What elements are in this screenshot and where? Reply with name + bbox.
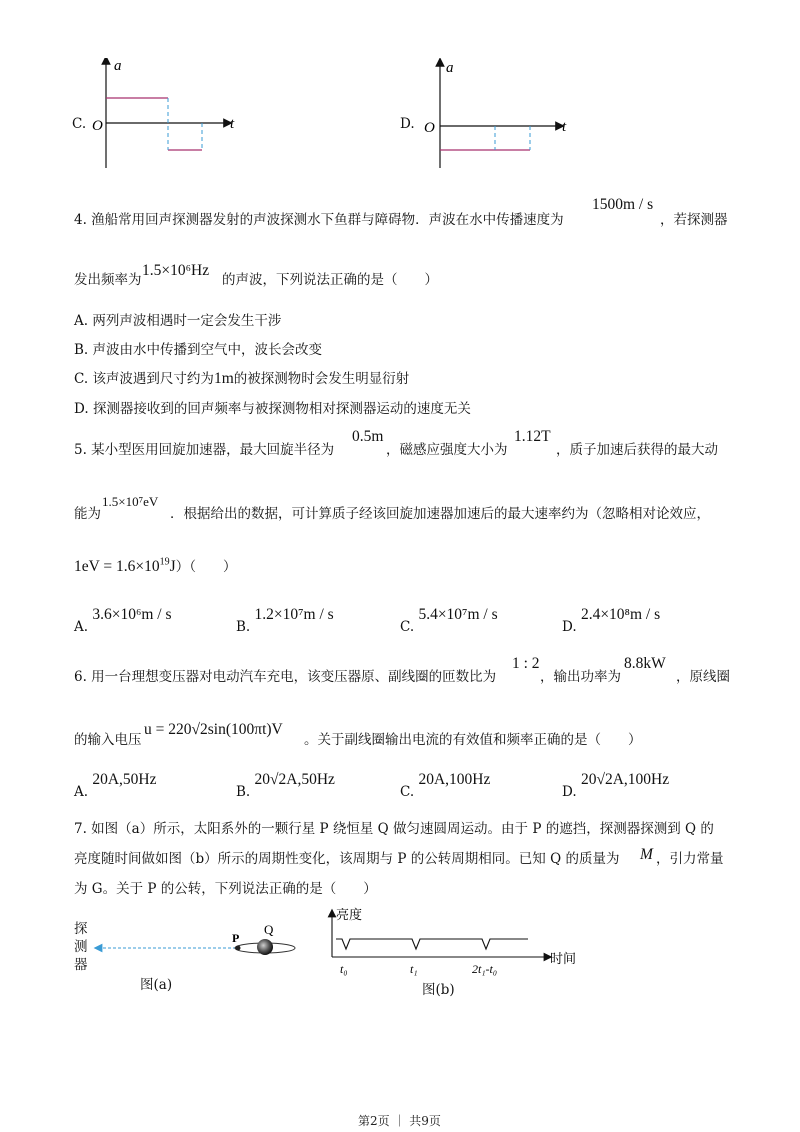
- q6-voltage: u = 220√2sin(100πt)V: [144, 721, 283, 738]
- q4-option-c[interactable]: C. 该声波遇到尺寸约为1m的被探测物时会发生明显衍射: [74, 370, 410, 387]
- q4-line2: 发出频率为: [74, 272, 142, 288]
- q6-line1-end: ，原线圈: [676, 669, 730, 685]
- svg-text:时间: 时间: [550, 951, 577, 966]
- q5-line2-post: ．根据给出的数据，可计算质子经该回旋加速器加速后的最大速率约为（忽略相对论效应，: [170, 506, 710, 522]
- planet-p: [236, 946, 241, 951]
- option-c-axes: [70, 58, 290, 173]
- q6-line2-post: 。关于副线圈输出电流的有效值和频率正确的是（ ）: [304, 732, 642, 748]
- q4-option-b[interactable]: B. 声波由水中传播到空气中，波长会改变: [74, 342, 323, 358]
- q6-option-d[interactable]: D. 20√2A,100Hz: [562, 771, 670, 800]
- q5-option-a[interactable]: A. 3.6×10⁶m / s: [74, 606, 172, 635]
- brightness-curve: [336, 939, 528, 949]
- q4-freq: 1.5×10⁶Hz: [142, 262, 210, 279]
- page-footer: 第2页 ｜ 共9页: [358, 1114, 441, 1128]
- option-d-label: D.: [400, 116, 415, 132]
- axis-y-label: a: [446, 60, 454, 76]
- svg-text:P: P: [232, 931, 240, 945]
- q5-option-b[interactable]: B. 1.2×10⁷m / s: [236, 606, 334, 635]
- q7-line2-post: ，引力常量: [656, 851, 724, 867]
- option-d-graph: [398, 58, 618, 173]
- figure-a: [60, 910, 310, 1000]
- q6-option-c[interactable]: C. 20A,100Hz: [400, 771, 491, 800]
- q6-line1: 6. 用一台理想变压器对电动汽车充电，该变压器原、副线圈的匝数比为: [74, 669, 497, 685]
- q4-line1-end: ，若探测器: [660, 212, 728, 228]
- star-q: [257, 939, 273, 955]
- q5-line3: $1eV = 1.6\times 10^{19}J$）（ ）: [74, 556, 237, 575]
- q6-option-a[interactable]: A. 20A,50Hz: [74, 771, 157, 800]
- origin-label: O: [424, 120, 435, 136]
- q5-option-c[interactable]: C. 5.4×10⁷m / s: [400, 606, 498, 635]
- q5-energy: 1.5×10⁷eV: [102, 494, 159, 509]
- detector-label: 探 测 器: [74, 921, 88, 973]
- option-c-label: C.: [72, 116, 87, 132]
- figure-b: [322, 905, 592, 1000]
- figure-b-drawing: [322, 905, 592, 1000]
- q5-line1-mid: ，磁感应强度大小为: [386, 442, 508, 458]
- q4-speed: 1500m / s: [592, 196, 654, 213]
- q6-line1-mid: ，输出功率为: [540, 669, 621, 685]
- q7-line3: 为 G。关于 P 的公转，下列说法正确的是（ ）: [74, 881, 377, 897]
- svg-text:t₀: t₀: [340, 962, 348, 976]
- svg-text:亮度: 亮度: [336, 907, 363, 922]
- axis-x-label: t: [230, 116, 235, 132]
- q5-line1: 5. 某小型医用回旋加速器，最大回旋半径为: [74, 442, 335, 458]
- q4-line2-post: 的声波，下列说法正确的是（ ）: [222, 272, 438, 288]
- option-d-axes: [398, 58, 618, 173]
- q5-line2-pre: 能为: [74, 506, 101, 522]
- figure-a-drawing: [60, 910, 310, 1000]
- axis-y-label: a: [114, 58, 122, 74]
- q5-radius: 0.5m: [352, 428, 384, 445]
- q7-mass: M: [640, 846, 653, 863]
- q7-line1: 7. 如图（a）所示，太阳系外的一颗行星 P 绕恒星 Q 做匀速圆周运动。由于 P 的遮挡，探测器探测到 Q 的: [74, 821, 714, 837]
- origin-label: O: [92, 118, 103, 134]
- svg-text:2t₁-t₀: 2t₁-t₀: [472, 962, 498, 976]
- q7-line2-pre: 亮度随时间做如图（b）所示的周期性变化，该周期与 P 的公转周期相同。已知 Q 的质量为: [74, 851, 620, 867]
- q6-option-b[interactable]: B. 20√2A,50Hz: [236, 771, 335, 800]
- axis-x-label: t: [562, 119, 567, 135]
- q4-option-a[interactable]: A. 两列声波相遇时一定会发生干涉: [74, 313, 282, 329]
- q6-power: 8.8kW: [624, 655, 666, 672]
- figure-a-caption: 图(a): [140, 977, 173, 993]
- q4-option-d[interactable]: D. 探测器接收到的回声频率与被探测物相对探测器运动的速度无关: [74, 401, 471, 417]
- q6-ratio: 1 : 2: [512, 655, 540, 672]
- q5-field: 1.12T: [514, 428, 551, 445]
- q4-line1: 4. 渔船常用回声探测器发射的声波探测水下鱼群与障碍物．声波在水中传播速度为: [74, 212, 564, 228]
- figure-b-caption: 图(b): [422, 982, 455, 998]
- svg-text:t₁: t₁: [410, 962, 418, 976]
- q6-line2-pre: 的输入电压: [74, 732, 142, 748]
- q5-option-d[interactable]: D. 2.4×10⁸m / s: [562, 606, 661, 635]
- q5-line1-end: ，质子加速后获得的最大动: [556, 442, 718, 458]
- svg-text:Q: Q: [264, 922, 274, 937]
- option-c-graph: [70, 58, 290, 173]
